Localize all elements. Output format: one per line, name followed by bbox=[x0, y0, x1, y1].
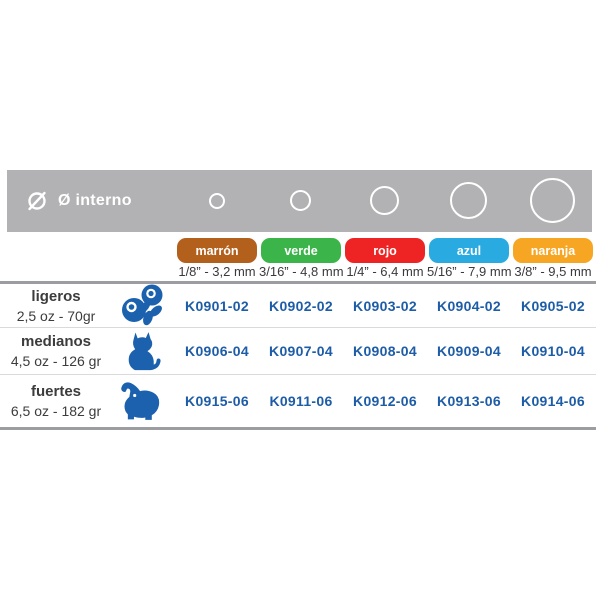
color-pill-rojo bbox=[345, 238, 425, 263]
cat-icon bbox=[112, 329, 175, 373]
inner-diameter-circle-3 bbox=[370, 186, 399, 215]
color-pill-marron bbox=[177, 238, 257, 263]
divider bbox=[0, 427, 596, 430]
header-label: Ø interno bbox=[58, 192, 132, 209]
size-label: 1/4” - 6,4 mm bbox=[346, 264, 424, 279]
product-code: K0902-02 bbox=[269, 298, 333, 314]
inner-diameter-circle-2 bbox=[290, 190, 311, 211]
butterfly-icon bbox=[112, 284, 175, 328]
table-row bbox=[0, 375, 595, 427]
color-pill-label: marrón bbox=[195, 243, 239, 258]
elephant-icon bbox=[112, 380, 175, 423]
size-header-row bbox=[0, 263, 595, 280]
color-pill-verde bbox=[261, 238, 341, 263]
table-row bbox=[0, 328, 595, 374]
product-code: K0911-06 bbox=[269, 393, 333, 409]
product-code: K0910-04 bbox=[521, 343, 585, 359]
diameter-icon bbox=[25, 189, 49, 213]
color-pill-label: azul bbox=[456, 243, 482, 258]
product-code: K0914-06 bbox=[521, 393, 585, 409]
size-label: 5/16” - 7,9 mm bbox=[427, 264, 512, 279]
category-name: fuertes bbox=[30, 383, 82, 401]
inner-diameter-label bbox=[25, 170, 132, 232]
product-code: K0913-06 bbox=[437, 393, 501, 409]
inner-diameter-circle-5 bbox=[530, 178, 575, 223]
product-code: K0901-02 bbox=[185, 298, 249, 314]
product-code: K0903-02 bbox=[353, 298, 417, 314]
category-name: medianos bbox=[20, 333, 92, 351]
product-code: K0912-06 bbox=[353, 393, 417, 409]
color-pill-label: verde bbox=[284, 243, 318, 258]
product-code: K0908-04 bbox=[353, 343, 417, 359]
category-name: ligeros bbox=[31, 288, 81, 306]
color-pill-azul bbox=[429, 238, 509, 263]
product-code: K0907-04 bbox=[269, 343, 333, 359]
size-label: 3/8” - 9,5 mm bbox=[514, 264, 592, 279]
inner-diameter-circle-1 bbox=[209, 193, 225, 209]
category-cell bbox=[0, 333, 112, 368]
size-label: 3/16” - 4,8 mm bbox=[259, 264, 344, 279]
color-pill-label: naranja bbox=[530, 243, 576, 258]
category-weight: 2,5 oz - 70gr bbox=[16, 307, 96, 324]
category-cell bbox=[0, 288, 112, 323]
inner-diameter-circle-4 bbox=[450, 182, 487, 219]
color-pill-naranja bbox=[513, 238, 593, 263]
product-code: K0906-04 bbox=[185, 343, 249, 359]
category-weight: 6,5 oz - 182 gr bbox=[10, 402, 102, 419]
product-code: K0909-04 bbox=[437, 343, 501, 359]
color-header-row bbox=[0, 238, 595, 263]
product-code: K0904-02 bbox=[437, 298, 501, 314]
category-cell bbox=[0, 383, 112, 418]
size-label: 1/8” - 3,2 mm bbox=[178, 264, 256, 279]
table-row bbox=[0, 284, 595, 327]
product-code: K0905-02 bbox=[521, 298, 585, 314]
category-weight: 4,5 oz - 126 gr bbox=[10, 352, 102, 369]
color-pill-label: rojo bbox=[373, 243, 397, 258]
product-code: K0915-06 bbox=[185, 393, 249, 409]
